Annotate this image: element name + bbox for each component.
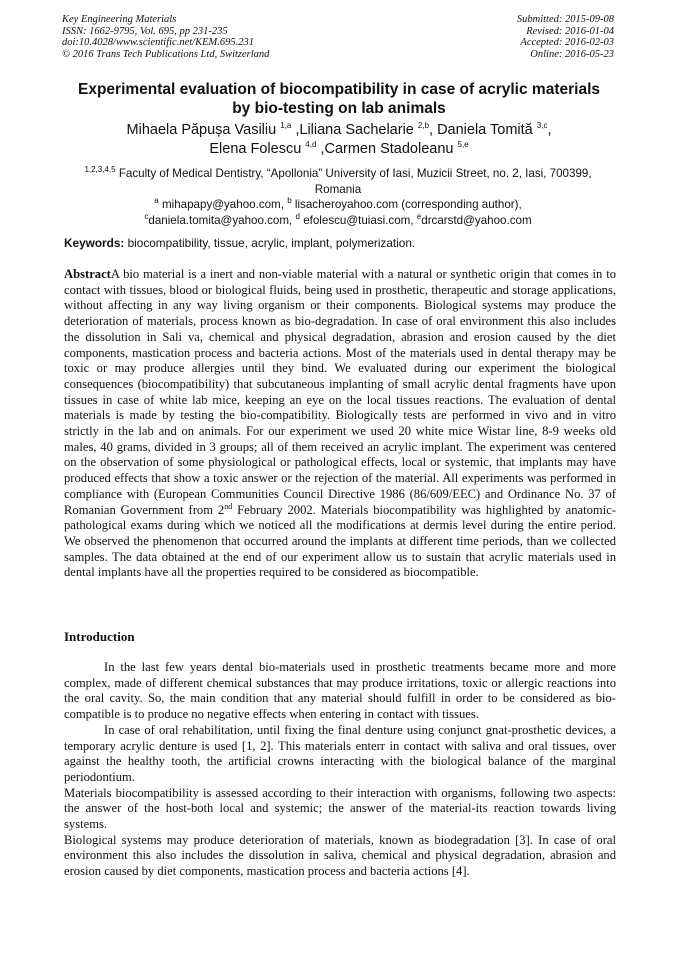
affiliations bbox=[60, 166, 616, 228]
email-sup: c bbox=[144, 211, 149, 221]
doi-line: doi:10.4028/www.scientific.net/KEM.695.231 bbox=[62, 37, 254, 49]
revised-date: Revised: 2016-01-04 bbox=[526, 25, 614, 37]
author-sup: 2,b bbox=[417, 121, 430, 131]
intro-paragraph-1: In the last few years dental bio-materials used in prosthetic treatments became more and more complex, made of different chemical substances that may produce irritations, toxic or allergic reactions into the oral cavity. So, the main condition that any material should fulfill in order to be considered as bio-compatible is to produce no negative effects when entering in contact with tissues. bbox=[64, 660, 616, 722]
author-sup: 1,a bbox=[280, 121, 292, 131]
introduction-heading: Introduction bbox=[64, 629, 135, 644]
email-a: mihapapy@yahoo.com, bbox=[161, 198, 284, 211]
email-sup: b bbox=[287, 196, 292, 206]
affiliation-sup: 1,2,3,4,5 bbox=[84, 165, 116, 175]
keywords bbox=[64, 236, 616, 251]
submitted-date: Submitted: 2015-09-08 bbox=[516, 14, 614, 25]
journal-name: Key Engineering Materials bbox=[62, 14, 177, 25]
email-c: daniela.tomita@yahoo.com, bbox=[148, 213, 293, 227]
keywords-text: biocompatibility, tissue, acrylic, implant, polymerization. bbox=[127, 236, 416, 250]
author-sup: 5,e bbox=[457, 139, 469, 149]
author-sup: 3,c bbox=[536, 121, 548, 131]
abstract bbox=[64, 267, 616, 581]
author-name: Mihaela Păpușa Vasiliu bbox=[126, 122, 277, 138]
email-line-2 bbox=[60, 213, 616, 229]
email-e: drcarstd@yahoo.com bbox=[421, 213, 532, 227]
author-sup: 4,d bbox=[305, 139, 317, 149]
affiliation-country: Romania bbox=[314, 182, 362, 196]
email-sup: d bbox=[295, 211, 300, 221]
paper-title bbox=[40, 80, 638, 118]
email-b: lisacheroyahoo.com (corresponding author), bbox=[294, 198, 522, 211]
abstract-text: A bio material is a inert and non-viable material with a natural or synthetic origin that comes in to contact with tissues, blood or biological fluids, being used in prosthetic, therapeutic and storage applications, without affecting in any way living organism or their components. Biological systems may produce the deterioration of materials, process known as bio-degradation. In case of oral environment this also includes the dissolution in Sali va, chemical and physical degradation, abrasion and erosion caused by the diet components, mastication process and bacteria actions. Most of the materials used in dental therapy may be toxic or may produce allergies until they bind. We evaluated during our experiment the biological consequences (biocompatibility) that subcutaneous implanting of small acrylic dental fragments have upon tissues in case of white lab mice, keeping an eye on the local tissues reactions. The evaluation of dental materials is made by testing the bio-compatibility. Biologically tests are performed in vivo and in vitro strictly in the lab and on animals. For our experiment we used 20 white mice Wistar line, 8-9 weeks old males, 40 grams, divided in 3 groups; all of them received an acrylic implant. The experiment was centered on the observation of some physiological or pathological effects, local or systemic, that implants may have produced effects that show a toxic answer or the rejection of the material. All experiments was performed in compliance with (European Communities Council Directive 1986 (86/609/EEC) and Ordinance No. 37 of Romanian Government from 2 bbox=[64, 267, 616, 517]
title-line-2: by bio-testing on lab animals bbox=[232, 100, 446, 117]
intro-paragraph-2: In case of oral rehabilitation, until fixing the final denture using conjunct gnat-prosthetic devices, a temporary acrylic denture is used [1, 2]. This materials enterr in contact with saliva and oral tissues, over against the healthy tooth, the artificial crowns interacting with the biological balance of the marginal periodontium. bbox=[64, 722, 616, 784]
accepted-date: Accepted: 2016-02-03 bbox=[520, 37, 614, 49]
author-name: Liliana Sachelarie bbox=[299, 122, 414, 138]
introduction-body bbox=[64, 660, 616, 880]
title-line-1: Experimental evaluation of biocompatibility in case of acrylic materials bbox=[77, 81, 600, 98]
abstract-text-end: February 2002. Materials biocompatibility was highlighted by anatomic-pathological exams during which we noticed all the modifications at dermis level during the entire period. We observed the phenomenon that occurred around the implants at different time periods, than we collected samples. The data obtained at the end of our experiment allow us to sustain that acrylic materials used in dental implants have all the properties required to be considered as biocompatible. bbox=[64, 502, 616, 580]
author-line-2: Elena Folescu $^{4,d}$ ,Carmen Stadoleanu $^{5,e}$ bbox=[209, 139, 469, 157]
author-list bbox=[40, 121, 638, 158]
author-name: Daniela Tomită bbox=[437, 122, 533, 138]
author-name: Elena Folescu bbox=[209, 140, 302, 157]
abstract-label: Abstract bbox=[64, 267, 111, 281]
journal-info bbox=[62, 14, 269, 60]
email-d: efolescu@tuiasi.com, bbox=[303, 213, 414, 227]
intro-paragraph-3: Materials biocompatibility is assessed according to their interaction with organisms, following two aspects: the answer of the host-both local and systemic; the answer of the material-its reaction towards living systems. bbox=[64, 785, 616, 832]
email-sup: e bbox=[416, 211, 422, 221]
email-line-1 bbox=[60, 197, 616, 213]
keywords-label: Keywords: bbox=[64, 236, 125, 250]
email-sup: a bbox=[154, 196, 159, 206]
abstract-sup: nd bbox=[224, 501, 233, 511]
affiliation-text: Faculty of Medical Dentistry, “Apollonia” University of Iasi, Muzicii Street, no. 2, Iasi, 700399, bbox=[118, 167, 592, 180]
online-date: Online: 2016-05-23 bbox=[530, 48, 614, 60]
author-line-1: Mihaela Păpușa Vasiliu $^{1,a}$ ,Liliana Sachelarie $^{2,b}$, Daniela Tomită $^{3,c}$, bbox=[126, 121, 552, 138]
copyright-line: © 2016 Trans Tech Publications Ltd, Switzerland bbox=[62, 48, 270, 60]
intro-paragraph-4: Biological systems may produce deterioration of materials, known as biodegradation [3]. In case of oral environment this also includes the dissolution in saliva, chemical and physical degradation, abrasion and erosion caused by diet components, mastication process and bacteria actions [4]. bbox=[64, 832, 616, 879]
affiliation-line bbox=[60, 166, 616, 182]
author-name: Carmen Stadoleanu bbox=[324, 140, 454, 157]
dates-info bbox=[517, 14, 614, 60]
issn-line: ISSN: 1662-9795, Vol. 695, pp 231-235 bbox=[62, 25, 228, 37]
